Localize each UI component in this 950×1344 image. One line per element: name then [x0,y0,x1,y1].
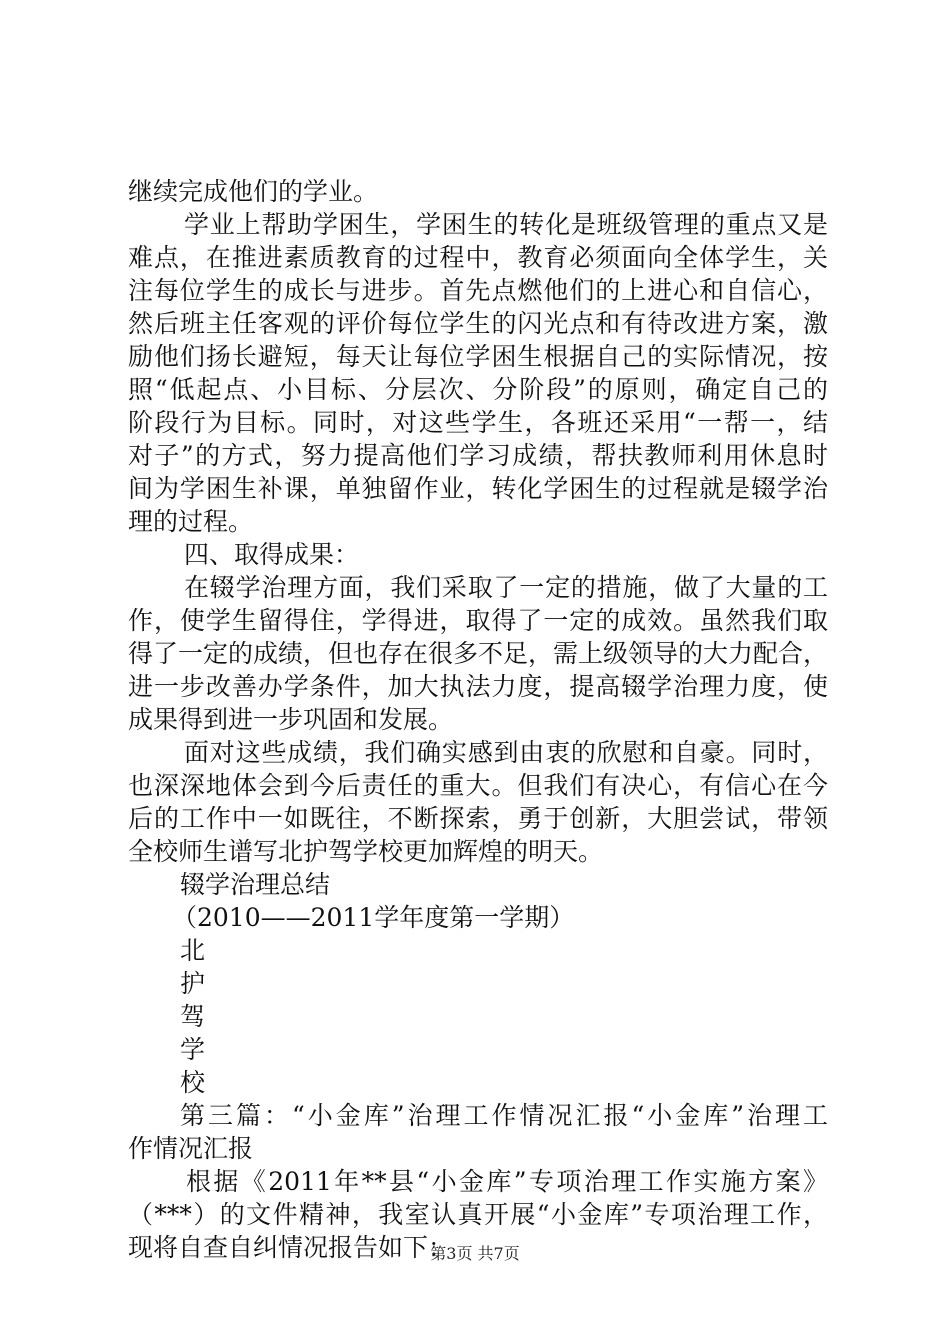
body-line: （***）的文件精神，我室认真开展“小金库”专项治理工作， [128,1200,828,1229]
body-line: 照“低起点、小目标、分层次、分阶段”的原则，确定自己的 [128,375,828,404]
body-line: 现将自查自纠情况报告如下： [128,1233,454,1262]
school-name-char: 北 [180,936,206,965]
body-line: 在辍学治理方面，我们采取了一定的措施，做了大量的工 [184,573,828,602]
body-line: 难点，在推进素质教育的过程中，教育必须面向全体学生，关 [128,243,828,272]
school-name-char: 校 [180,1068,206,1097]
body-line: 励他们扬长避短，每天让每位学困生根据自己的实际情况，按 [128,342,828,371]
body-line: 成果得到进一步巩固和发展。 [128,705,454,734]
body-line: 得了一定的成绩，但也存在很多不足，需上级领导的大力配合， [128,639,829,668]
body-line: 也深深地体会到今后责任的重大。但我们有决心，有信心在今 [128,771,828,800]
body-line: 全校师生谱写北护驾学校更加辉煌的明天。 [128,837,604,866]
chapter-heading: 第三篇：“小金库”治理工作情况汇报“小金库”治理工 [180,1101,828,1130]
body-line: 作，使学生留得住，学得进，取得了一定的成效。虽然我们取 [128,606,828,635]
chapter-heading-cont: 作情况汇报 [128,1134,254,1163]
body-line: 根据《2011年**县“小金库”专项治理工作实施方案》 [186,1167,828,1196]
body-line: 学业上帮助学困生，学困生的转化是班级管理的重点又是 [184,210,828,239]
document-subtitle: （2010——2011学年度第一学期） [172,903,575,932]
body-line: 后的工作中一如既往，不断探索，勇于创新，大胆尝试，带领 [128,804,828,833]
body-line: 间为学困生补课，单独留作业，转化学困生的过程就是辍学治 [128,474,828,503]
body-line: 然后班主任客观的评价每位学生的闪光点和有待改进方案，激 [128,309,828,338]
section-heading: 四、取得成果： [184,540,360,569]
body-line: 阶段行为目标。同时，对这些学生，各班还采用“一帮一，结 [128,408,828,437]
body-line: 继续完成他们的学业。 [128,177,379,206]
school-name-char: 学 [180,1035,206,1064]
body-line: 面对这些成绩，我们确实感到由衷的欣慰和自豪。同时， [184,738,828,767]
body-line: 对子”的方式，努力提高他们学习成绩，帮扶教师利用休息时 [128,441,828,470]
body-line: 注每位学生的成长与进步。首先点燃他们的上进心和自信心， [128,276,828,305]
school-name-char: 驾 [180,1002,206,1031]
body-line: 进一步改善办学条件，加大执法力度，提高辍学治理力度，使 [128,672,828,701]
school-name-char: 护 [180,969,206,998]
document-title: 辍学治理总结 [180,870,331,899]
page-footer: 第3页 共7页 [430,1244,520,1263]
body-line: 理的过程。 [128,507,254,536]
